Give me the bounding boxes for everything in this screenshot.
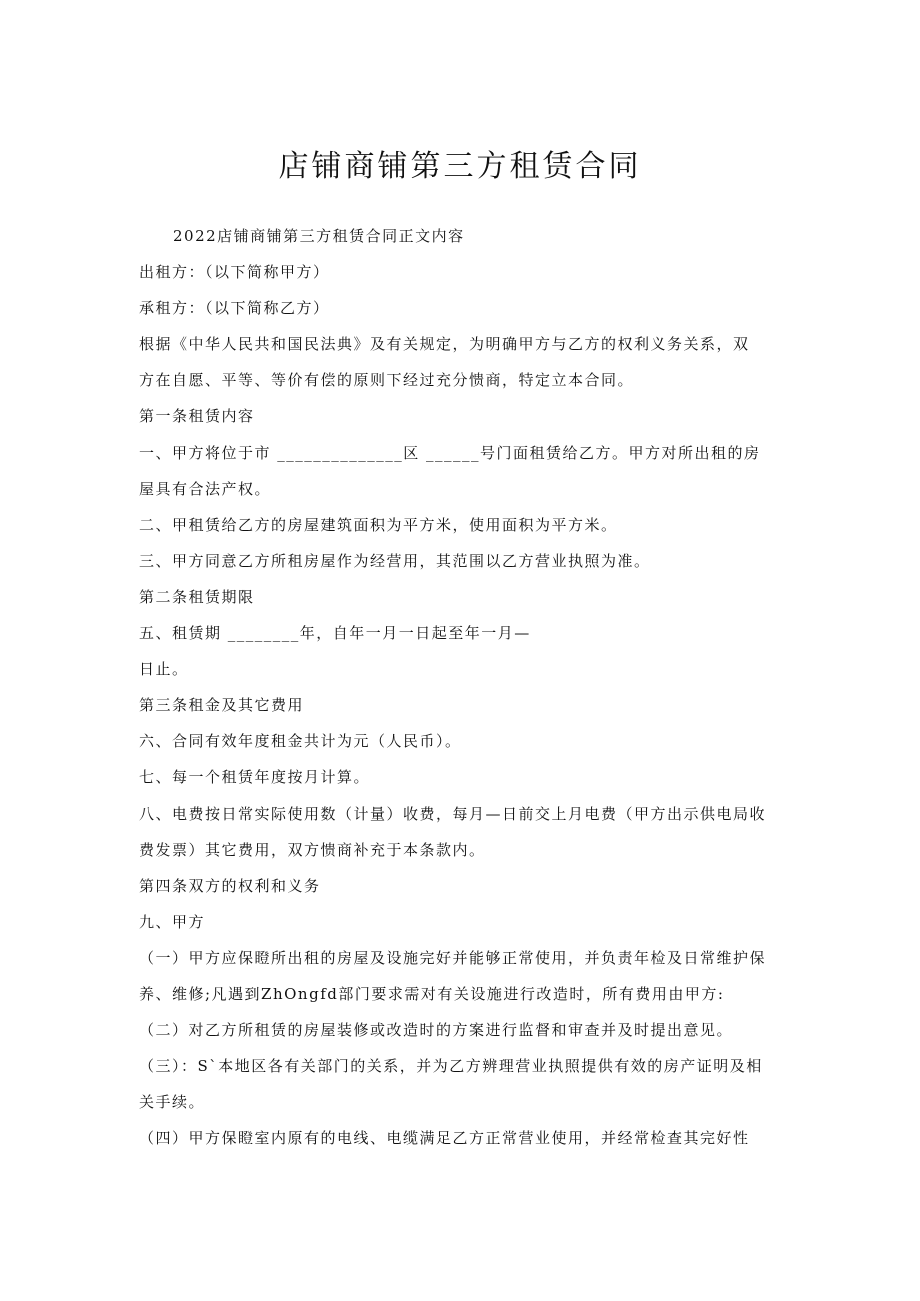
document-body bbox=[139, 226, 789, 1164]
section-heading-1: 第一条租赁内容 bbox=[139, 407, 255, 426]
text-line-clause-1b: 屋具有合法产权。 bbox=[139, 479, 272, 498]
text-line-clause-5a: 五、租赁期 ________年，自年一月一日起至年一月— bbox=[139, 624, 531, 643]
text-line-clause-8a: 八、电费按日常实际使用数（计量）收费，每月—日前交上月电费（甲方出示供电局收 bbox=[139, 804, 767, 823]
text-line-item-1b: 养、维修;凡遇到ZhOngfd部门要求需对有关设施进行改造时，所有费用由甲方: bbox=[139, 984, 725, 1003]
section-heading-4: 第四条双方的权利和义务 bbox=[139, 876, 321, 895]
text-line-item-2: （二）对乙方所租赁的房屋装修或改造时的方案进行监督和审查并及时提出意见。 bbox=[139, 1021, 734, 1040]
text-line-item-4: （四）甲方保瞪室内原有的电线、电缆满足乙方正常营业使用，并经常检查其完好性 bbox=[139, 1129, 750, 1148]
text-line-item-1a: （一）甲方应保瞪所出租的房屋及设施完好并能够正常使用，并负责年检及日常维护保 bbox=[139, 948, 767, 967]
text-line-clause-6: 六、合同有效年度租金共计为元（人民币）。 bbox=[139, 732, 462, 751]
text-line-clause-9: 九、甲方 bbox=[139, 912, 206, 931]
section-heading-2: 第二条租赁期限 bbox=[139, 587, 255, 606]
text-line-subtitle: 2022店铺商铺第三方租赁合同正文内容 bbox=[173, 227, 465, 245]
text-line-clause-8b: 费发票）其它费用，双方愦商补充于本条款内。 bbox=[139, 840, 486, 859]
text-line-lessor: 出租方：（以下简称甲方） bbox=[139, 263, 330, 282]
text-line-preamble-1: 根据《中华人民共和国民法典》及有关规定，为明确甲方与乙方的权利义务关系，双 bbox=[139, 335, 750, 354]
document-title: 店铺商铺第三方租赁合同 bbox=[278, 149, 642, 184]
section-heading-3: 第三条租金及其它费用 bbox=[139, 696, 305, 715]
text-line-clause-7: 七、每一个租赁年度按月计算。 bbox=[139, 768, 371, 787]
text-line-item-3b: 关手续。 bbox=[139, 1093, 206, 1112]
text-line-item-3a: （三）：S`本地区各有关部门的关系，并为乙方辨理营业执照提供有效的房产证明及相 bbox=[139, 1057, 763, 1076]
text-line-clause-2: 二、甲租赁给乙方的房屋建筑面积为平方米，使用面积为平方米。 bbox=[139, 515, 618, 534]
text-line-preamble-2: 方在自愿、平等、等价有偿的原则下经过充分愦商，特定立本合同。 bbox=[139, 371, 635, 390]
text-line-lessee: 承租方：（以下简称乙方） bbox=[139, 299, 330, 318]
text-line-clause-3: 三、甲方同意乙方所租房屋作为经营用，其范围以乙方营业执照为准。 bbox=[139, 551, 651, 570]
text-line-clause-1a: 一、甲方将位于市 ______________区 ______号门面租赁给乙方。甲方对所出租的房 bbox=[139, 443, 761, 462]
text-line-clause-5b: 日止。 bbox=[139, 660, 189, 679]
